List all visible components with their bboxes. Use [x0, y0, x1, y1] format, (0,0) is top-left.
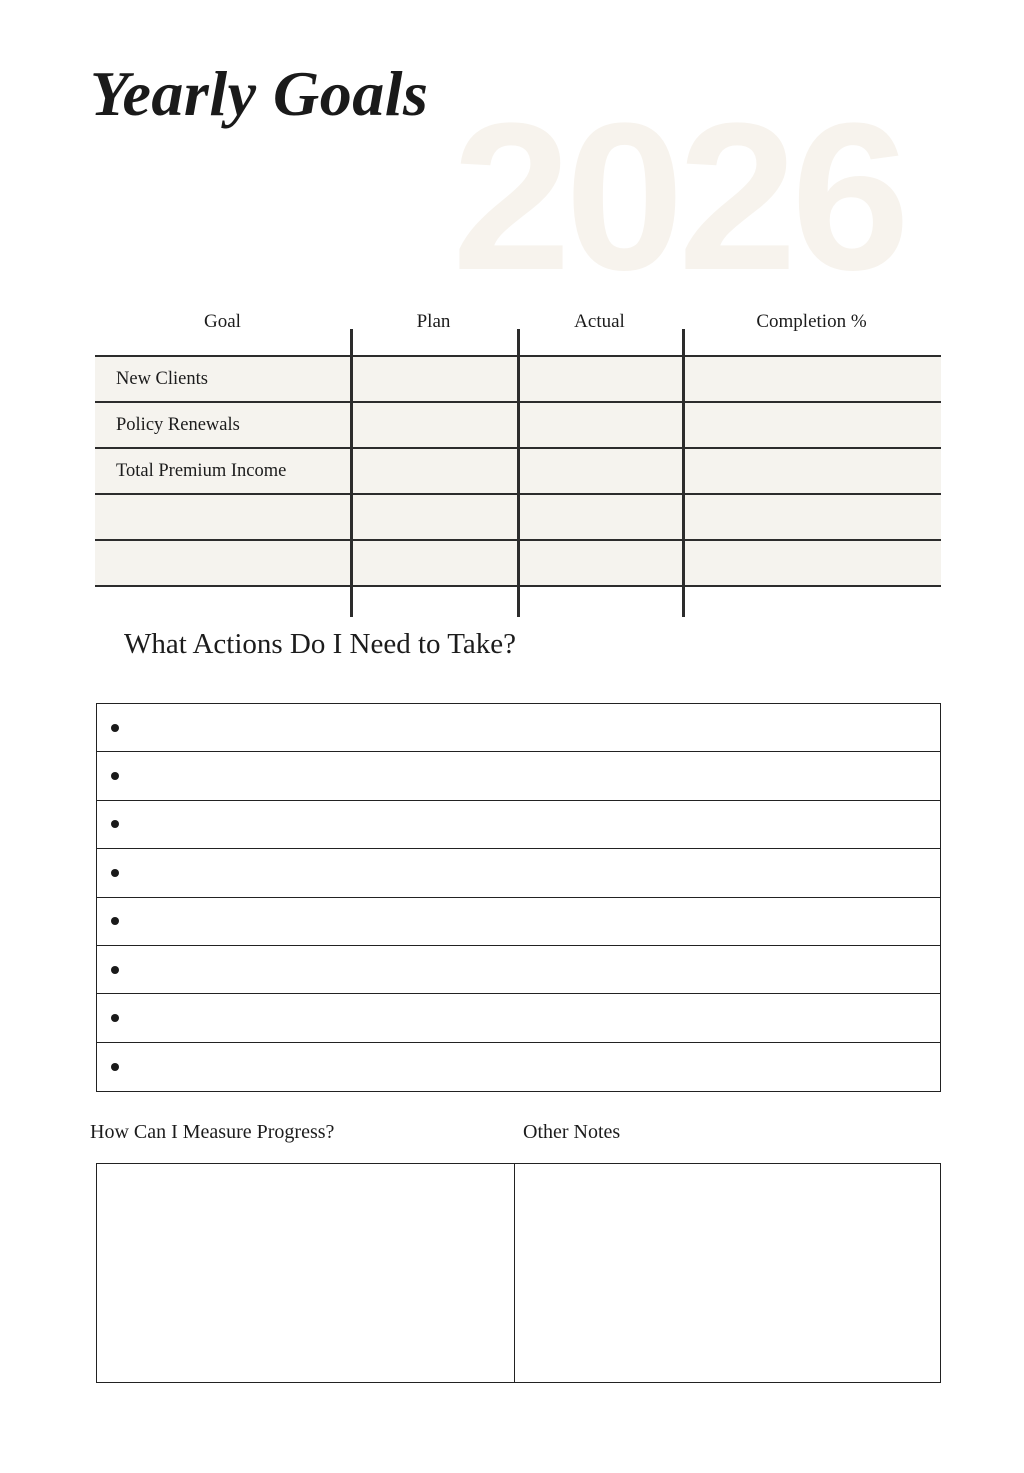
goals-table	[95, 312, 941, 587]
action-input[interactable]	[119, 969, 940, 970]
column-header-completion: Completion %	[756, 311, 867, 332]
bottom-panels	[96, 1163, 941, 1383]
other-notes-input[interactable]	[515, 1164, 940, 1382]
bullet-icon	[111, 772, 119, 780]
bullet-icon	[111, 820, 119, 828]
bullet-icon	[111, 966, 119, 974]
bullet-icon	[111, 1014, 119, 1022]
list-item[interactable]	[97, 994, 940, 1042]
action-input[interactable]	[119, 1066, 940, 1067]
list-item[interactable]	[97, 898, 940, 946]
actions-section-heading: What Actions Do I Need to Take?	[124, 628, 517, 660]
action-input[interactable]	[119, 776, 940, 777]
column-divider-plan-actual	[517, 329, 520, 617]
bullet-icon	[111, 917, 119, 925]
list-item[interactable]	[97, 801, 940, 849]
column-divider-goal-plan	[350, 329, 353, 617]
column-header-goal: Goal	[204, 311, 241, 332]
action-input[interactable]	[119, 872, 940, 873]
action-input[interactable]	[119, 824, 940, 825]
measure-progress-input[interactable]	[97, 1164, 515, 1382]
actions-list	[96, 703, 941, 1092]
bullet-icon	[111, 724, 119, 732]
cell-goal[interactable]: New Clients	[116, 368, 208, 389]
list-item[interactable]	[97, 704, 940, 752]
bullet-icon	[111, 869, 119, 877]
goals-table-body	[95, 355, 941, 587]
other-notes-label: Other Notes	[523, 1121, 621, 1143]
page-title: Yearly Goals	[90, 58, 429, 129]
list-item[interactable]	[97, 946, 940, 994]
list-item[interactable]	[97, 1043, 940, 1091]
list-item[interactable]	[97, 849, 940, 897]
bottom-section-labels	[90, 1120, 941, 1150]
column-divider-actual-completion	[682, 329, 685, 617]
measure-progress-label: How Can I Measure Progress?	[90, 1121, 335, 1143]
column-header-plan: Plan	[416, 311, 451, 332]
cell-goal[interactable]: Policy Renewals	[116, 414, 240, 435]
list-item[interactable]	[97, 752, 940, 800]
action-input[interactable]	[119, 921, 940, 922]
action-input[interactable]	[119, 727, 940, 728]
cell-goal[interactable]: Total Premium Income	[116, 460, 287, 481]
column-header-actual: Actual	[574, 311, 625, 332]
action-input[interactable]	[119, 1018, 940, 1019]
bullet-icon	[111, 1063, 119, 1071]
year-watermark: 2026	[452, 79, 905, 314]
